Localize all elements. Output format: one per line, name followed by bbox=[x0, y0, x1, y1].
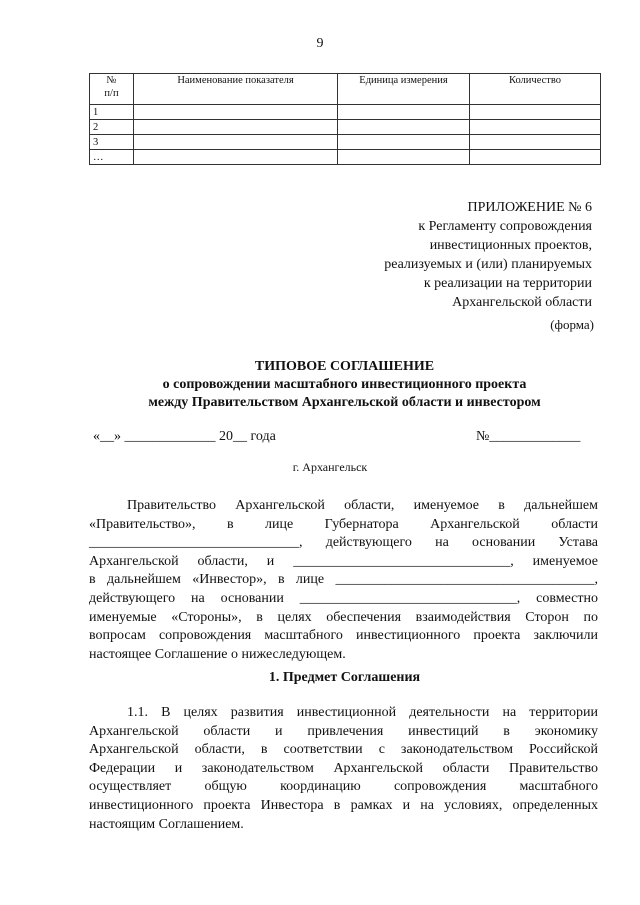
table-cell bbox=[338, 120, 470, 135]
table-row bbox=[90, 150, 601, 165]
table-header-number bbox=[90, 74, 134, 105]
paragraph-line: осуществляет общую координацию сопровождения масштабного bbox=[89, 779, 598, 795]
paragraph-line: Архангельской области, и _______________________________, именуемое bbox=[89, 553, 598, 569]
paragraph-line: Архангельской области, в соответствии с законодательством Российской bbox=[89, 742, 598, 758]
section1-paragraph bbox=[89, 704, 598, 834]
paragraph-line: настоящее Соглашение о нижеследующем. bbox=[89, 646, 346, 662]
paragraph-line: 1.1. В целях развития инвестиционной деятельности на территории bbox=[127, 705, 598, 720]
table-cell bbox=[134, 135, 338, 150]
header-number-line2: п/п bbox=[104, 88, 119, 99]
paragraph-line: Федерации и законодательством Архангельской области Правительство bbox=[89, 760, 598, 776]
table-cell bbox=[338, 150, 470, 165]
table-cell bbox=[338, 135, 470, 150]
header-number-line1: № bbox=[106, 75, 117, 86]
table-cell bbox=[470, 135, 601, 150]
form-mark: (форма) bbox=[550, 317, 594, 332]
paragraph-line: настоящим Соглашением. bbox=[89, 816, 244, 832]
appendix-heading bbox=[330, 198, 592, 312]
table-cell-number: 3 bbox=[90, 135, 134, 150]
paragraph-line: ______________________________, действующего на основании Устава bbox=[89, 535, 598, 551]
paragraph-line: вопросам сопровождения масштабного инвестиционного проекта заключили bbox=[89, 628, 598, 644]
paragraph-line: инвестиционного проекта Инвестора в рамках и на условиях, определенных bbox=[89, 797, 598, 813]
table-cell bbox=[470, 105, 601, 120]
table-header-unit: Единица измерения bbox=[338, 74, 470, 105]
appendix-line: инвестиционных проектов, bbox=[429, 238, 592, 253]
table-cell bbox=[470, 120, 601, 135]
paragraph-line: Правительство Архангельской области, именуемое в дальнейшем bbox=[127, 498, 598, 513]
document-title: ТИПОВОЕ СОГЛАШЕНИЕ bbox=[254, 359, 435, 374]
appendix-line: к Регламенту сопровождения bbox=[418, 219, 592, 234]
paragraph-line: действующего на основании _______________________________, совместно bbox=[89, 590, 598, 606]
intro-paragraph bbox=[89, 497, 598, 664]
paragraph-line: Архангельской области и привлечения инвестиций в экономику bbox=[89, 723, 598, 739]
table-cell-number: … bbox=[90, 150, 134, 165]
table-row bbox=[90, 105, 601, 120]
table-header-quantity: Количество bbox=[470, 74, 601, 105]
paragraph-line: именуемые «Стороны», в целях обеспечения взаимодействия Сторон по bbox=[89, 609, 598, 625]
table-cell-number: 2 bbox=[90, 120, 134, 135]
table-cell-number: 1 bbox=[90, 105, 134, 120]
paragraph-line: в дальнейшем «Инвестор», в лице _____________________________________, bbox=[89, 572, 598, 588]
table-cell bbox=[134, 120, 338, 135]
table-cell bbox=[134, 105, 338, 120]
table-cell bbox=[470, 150, 601, 165]
appendix-line: ПРИЛОЖЕНИЕ № 6 bbox=[467, 200, 592, 215]
section-title: 1. Предмет Соглашения bbox=[268, 670, 421, 685]
document-subtitle-line1: о сопровождении масштабного инвестиционного проекта bbox=[162, 377, 527, 392]
indicators-table bbox=[89, 73, 601, 165]
appendix-line: к реализации на территории bbox=[423, 276, 592, 291]
page-number: 9 bbox=[316, 36, 324, 51]
appendix-line: Архангельской области bbox=[452, 295, 592, 310]
table-header-row bbox=[90, 74, 601, 105]
table-cell bbox=[134, 150, 338, 165]
number-line: №_____________ bbox=[476, 429, 581, 444]
table-row bbox=[90, 120, 601, 135]
table-header-indicator: Наименование показателя bbox=[134, 74, 338, 105]
document-subtitle-line2: между Правительством Архангельской области и инвестором bbox=[148, 395, 541, 410]
table-row bbox=[90, 135, 601, 150]
paragraph-line: «Правительство», в лице Губернатора Архангельской области bbox=[89, 516, 598, 532]
city-label: г. Архангельск bbox=[292, 460, 368, 474]
table-cell bbox=[338, 105, 470, 120]
appendix-line: реализуемых и (или) планируемых bbox=[384, 257, 592, 272]
date-line: «__» _____________ 20__ года bbox=[93, 429, 276, 444]
